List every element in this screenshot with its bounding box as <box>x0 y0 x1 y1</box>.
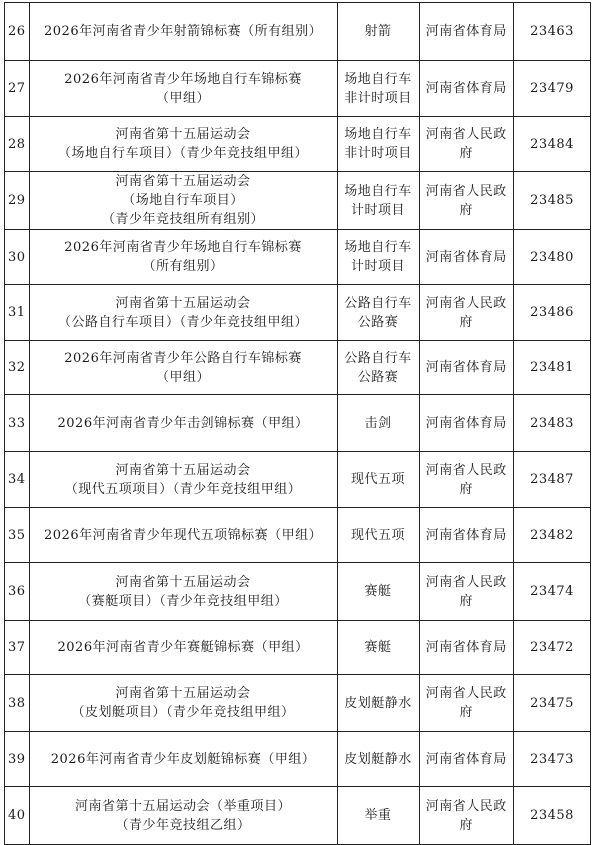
event-name-line: 河南省第十五届运动会 <box>115 462 251 478</box>
event-name-cell <box>29 230 337 285</box>
organizer-cell: 河南省体育局 <box>419 732 513 787</box>
event-code-cell: 23483 <box>514 395 591 452</box>
sport-line: 场地自行车 <box>344 127 412 142</box>
event-name-line: （场地自行车项目） <box>122 193 244 208</box>
events-table <box>4 2 591 845</box>
sport-cell <box>337 285 419 341</box>
sport-cell <box>337 395 419 452</box>
sport-cell <box>337 452 419 508</box>
event-code-cell: 23481 <box>514 341 591 395</box>
event-name-line: 2026年河南省青少年公路自行车锦标赛 <box>64 350 302 366</box>
event-code-cell: 23487 <box>514 452 591 508</box>
sport-line: 现代五项 <box>351 472 406 487</box>
event-name-line: 2026年河南省青少年击剑锦标赛（甲组） <box>57 415 309 431</box>
row-number-cell: 37 <box>5 621 30 675</box>
row-number-cell: 27 <box>5 61 30 117</box>
table-row <box>5 787 591 845</box>
sport-line: 场地自行车 <box>344 71 412 87</box>
event-code-cell: 23486 <box>514 285 591 341</box>
table-row <box>5 675 591 732</box>
event-name-cell <box>29 787 337 845</box>
sport-line: 皮划艇静水 <box>344 695 412 711</box>
event-name-cell <box>29 61 337 117</box>
sport-line: 公路自行车 <box>344 295 412 311</box>
sport-cell <box>337 563 419 621</box>
event-name-cell <box>29 395 337 452</box>
event-name-line: 2026年河南省青少年现代五项锦标赛（甲组） <box>44 527 323 543</box>
row-number-cell: 26 <box>5 3 30 61</box>
event-name-line: 2026年河南省青少年场地自行车锦标赛 <box>64 240 302 255</box>
row-number-cell: 30 <box>5 230 30 285</box>
event-name-line: 河南省第十五届运动会（举重项目） <box>75 798 292 814</box>
table-row <box>5 732 591 787</box>
organizer-cell: 河南省体育局 <box>419 61 513 117</box>
sport-cell <box>337 172 419 230</box>
row-number-cell: 39 <box>5 732 30 787</box>
event-name-line: 2026年河南省青少年赛艇锦标赛（甲组） <box>57 640 309 655</box>
sport-cell <box>337 675 419 732</box>
organizer-cell: 河南省体育局 <box>419 3 513 61</box>
sport-cell <box>337 732 419 787</box>
event-name-cell <box>29 172 337 230</box>
event-name-cell <box>29 3 337 61</box>
event-name-line: （皮划艇项目）（青少年竞技组甲组） <box>71 705 295 720</box>
sport-line: 赛艇 <box>364 584 392 599</box>
event-name-cell <box>29 563 337 621</box>
organizer-cell: 河南省人民政府 <box>419 563 513 621</box>
organizer-cell: 河南省人民政府 <box>419 452 513 508</box>
event-name-cell <box>29 732 337 787</box>
event-name-line: 河南省第十五届运动会 <box>115 574 251 590</box>
table-row <box>5 117 591 172</box>
table-row <box>5 341 591 395</box>
sport-line: 现代五项 <box>351 527 406 543</box>
organizer-cell: 河南省体育局 <box>419 395 513 452</box>
event-name-line: （青少年竞技组所有组别） <box>102 212 265 227</box>
row-number-cell: 40 <box>5 787 30 845</box>
table-row <box>5 395 591 452</box>
event-code-cell: 23458 <box>514 787 591 845</box>
sport-line: 计时项目 <box>351 202 406 218</box>
table-row <box>5 452 591 508</box>
organizer-cell: 河南省体育局 <box>419 230 513 285</box>
row-number-cell: 38 <box>5 675 30 732</box>
row-number-cell: 29 <box>5 172 30 230</box>
events-table-body <box>5 3 591 845</box>
table-row <box>5 172 591 230</box>
sport-line: 场地自行车 <box>344 240 412 255</box>
event-code-cell: 23474 <box>514 563 591 621</box>
sport-line: 公路赛 <box>357 369 399 385</box>
sport-cell <box>337 230 419 285</box>
sport-line: 击剑 <box>364 415 392 431</box>
event-name-line: （甲组） <box>156 90 211 106</box>
table-row <box>5 61 591 117</box>
sport-line: 皮划艇静水 <box>344 751 412 767</box>
table-row <box>5 621 591 675</box>
event-code-cell: 23473 <box>514 732 591 787</box>
sport-line: 非计时项目 <box>344 146 412 161</box>
event-name-cell <box>29 508 337 563</box>
organizer-cell: 河南省人民政府 <box>419 787 513 845</box>
event-name-cell <box>29 675 337 732</box>
event-code-cell: 23472 <box>514 621 591 675</box>
table-row <box>5 508 591 563</box>
event-name-line: 2026年河南省青少年射箭锦标赛（所有组别） <box>44 24 323 39</box>
table-row <box>5 285 591 341</box>
event-code-cell: 23482 <box>514 508 591 563</box>
sport-line: 赛艇 <box>364 640 392 655</box>
sport-line: 公路赛 <box>357 314 399 330</box>
sport-line: 场地自行车 <box>344 183 412 199</box>
event-name-line: 河南省第十五届运动会 <box>115 174 251 189</box>
table-row <box>5 563 591 621</box>
organizer-cell: 河南省人民政府 <box>419 675 513 732</box>
sport-line: 非计时项目 <box>344 90 412 106</box>
sport-cell <box>337 117 419 172</box>
event-name-cell <box>29 621 337 675</box>
event-name-line: 2026年河南省青少年皮划艇锦标赛（甲组） <box>50 751 316 767</box>
event-code-cell: 23475 <box>514 675 591 732</box>
event-name-line: 河南省第十五届运动会 <box>115 127 251 142</box>
sport-line: 公路自行车 <box>344 350 412 366</box>
row-number-cell: 28 <box>5 117 30 172</box>
organizer-cell: 河南省人民政府 <box>419 285 513 341</box>
event-code-cell: 23480 <box>514 230 591 285</box>
event-name-cell <box>29 285 337 341</box>
row-number-cell: 34 <box>5 452 30 508</box>
sport-cell <box>337 3 419 61</box>
organizer-cell: 河南省体育局 <box>419 508 513 563</box>
sport-line: 计时项目 <box>351 259 406 274</box>
event-code-cell: 23484 <box>514 117 591 172</box>
row-number-cell: 31 <box>5 285 30 341</box>
event-name-cell <box>29 452 337 508</box>
event-name-line: （公路自行车项目）（青少年竞技组甲组） <box>58 314 309 330</box>
row-number-cell: 36 <box>5 563 30 621</box>
event-name-line: 河南省第十五届运动会 <box>115 686 251 701</box>
organizer-cell: 河南省体育局 <box>419 341 513 395</box>
event-name-line: （甲组） <box>156 369 211 385</box>
organizer-cell: 河南省人民政府 <box>419 172 513 230</box>
event-name-line: 河南省第十五届运动会 <box>115 295 251 311</box>
row-number-cell: 33 <box>5 395 30 452</box>
row-number-cell: 32 <box>5 341 30 395</box>
document-page <box>4 2 591 845</box>
event-name-cell <box>29 117 337 172</box>
event-name-line: （赛艇项目）（青少年竞技组甲组） <box>78 593 288 609</box>
sport-cell <box>337 508 419 563</box>
event-code-cell: 23479 <box>514 61 591 117</box>
event-code-cell: 23485 <box>514 172 591 230</box>
table-row <box>5 230 591 285</box>
event-name-line: （青少年竞技组乙组） <box>115 817 251 833</box>
sport-line: 射箭 <box>364 24 392 39</box>
event-name-line: （所有组别） <box>142 259 224 274</box>
event-name-line: （现代五项项目）（青少年竞技组甲组） <box>64 481 302 497</box>
event-name-line: 2026年河南省青少年场地自行车锦标赛 <box>64 71 302 87</box>
sport-line: 举重 <box>364 808 392 823</box>
sport-cell <box>337 61 419 117</box>
organizer-cell: 河南省人民政府 <box>419 117 513 172</box>
row-number-cell: 35 <box>5 508 30 563</box>
sport-cell <box>337 621 419 675</box>
event-name-line: （场地自行车项目）（青少年竞技组甲组） <box>58 146 309 161</box>
sport-cell <box>337 787 419 845</box>
event-code-cell: 23463 <box>514 3 591 61</box>
table-row <box>5 3 591 61</box>
organizer-cell: 河南省体育局 <box>419 621 513 675</box>
event-name-cell <box>29 341 337 395</box>
sport-cell <box>337 341 419 395</box>
